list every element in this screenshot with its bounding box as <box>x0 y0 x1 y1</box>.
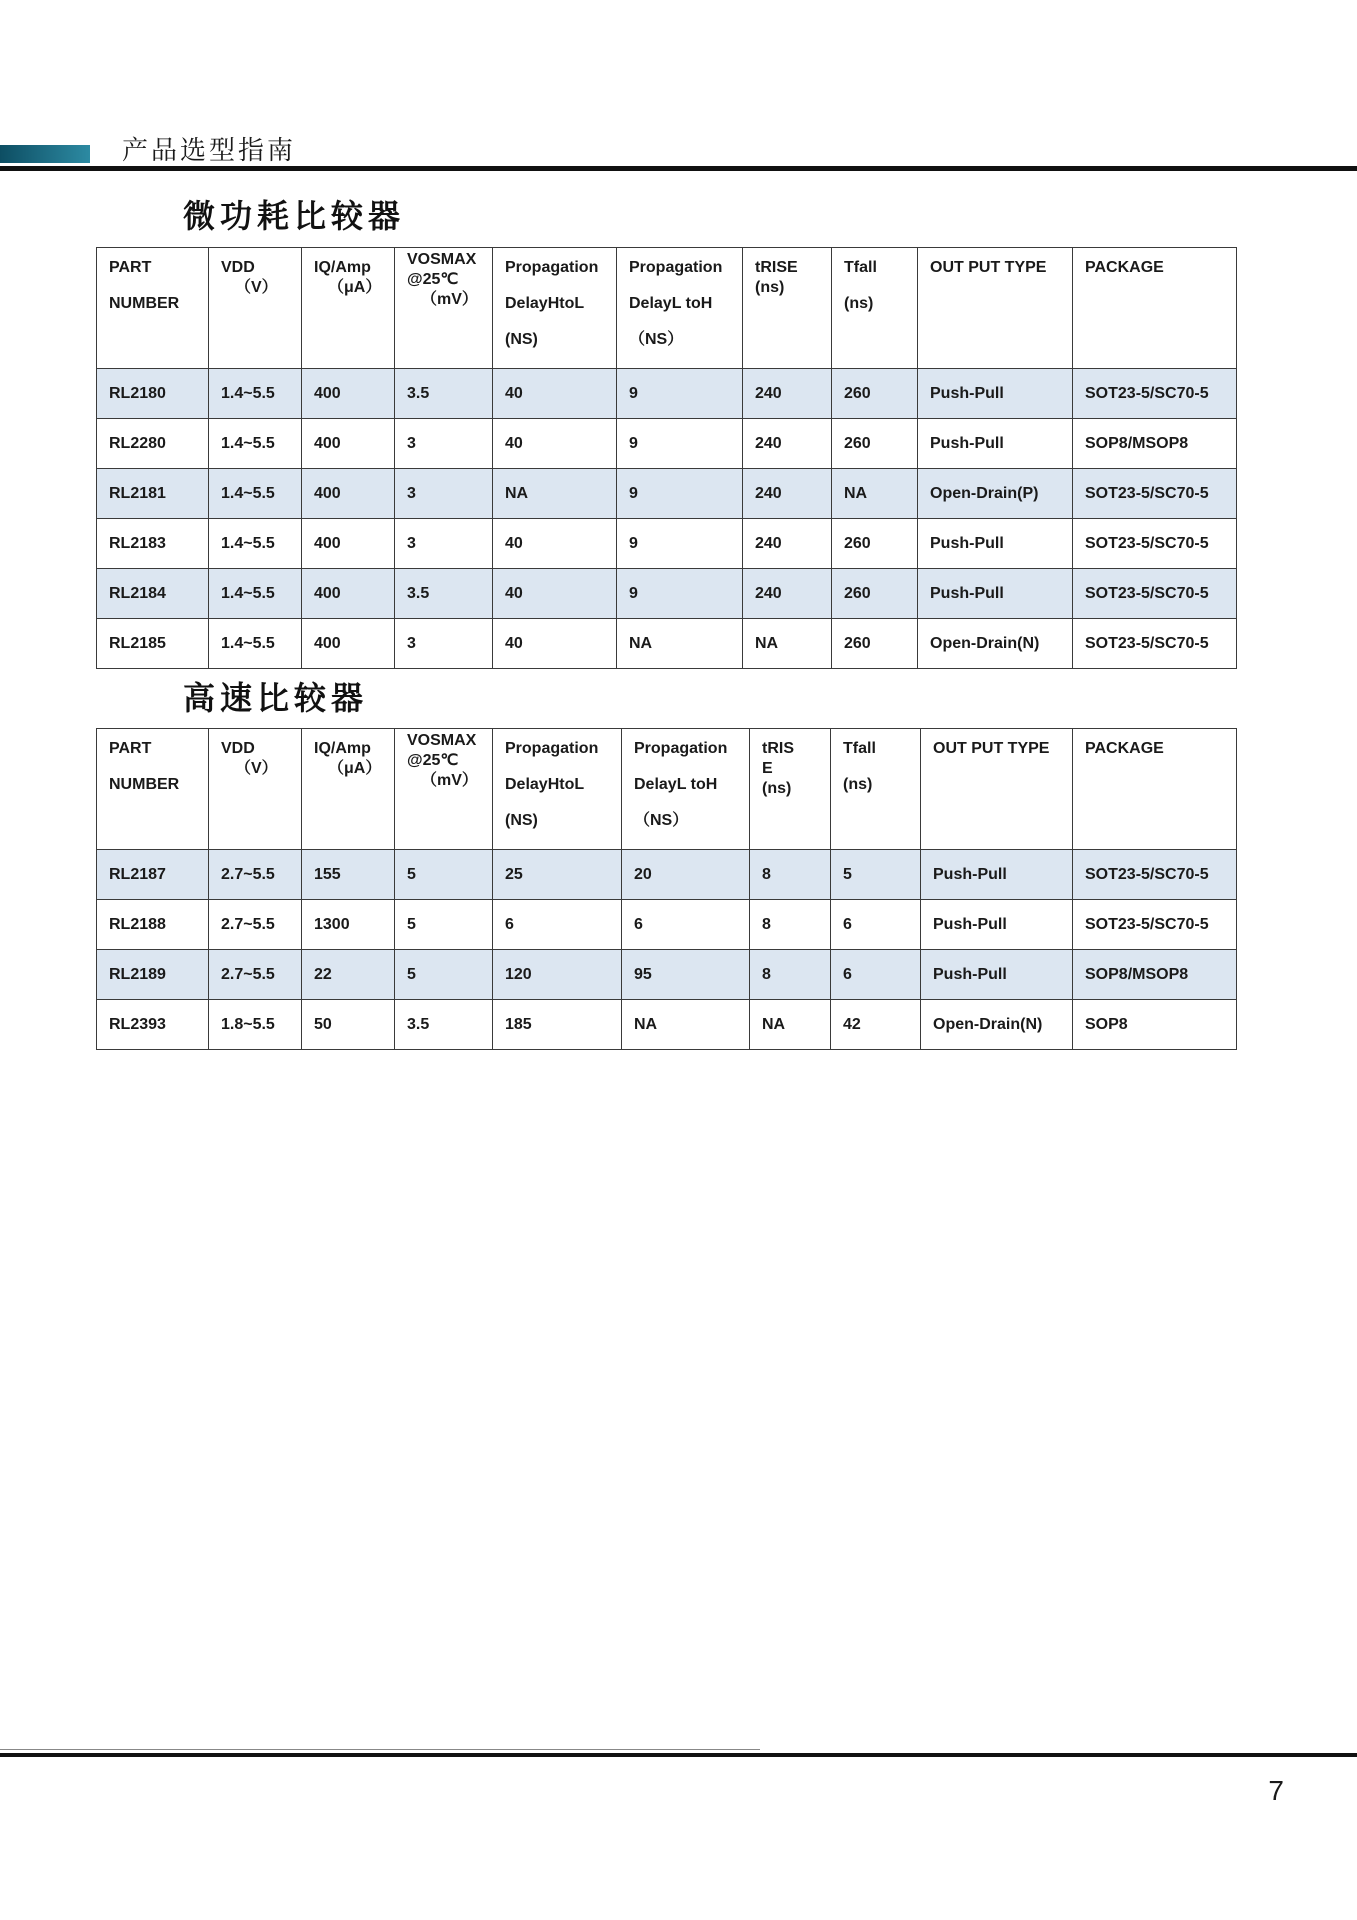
tfall-cell: 260 <box>832 569 918 619</box>
output-type-cell: Push-Pull <box>918 569 1073 619</box>
delay-ltoh-cell: 95 <box>622 950 750 1000</box>
part-number-cell: RL2183 <box>97 519 209 569</box>
header-rule <box>0 166 1357 171</box>
table-row <box>97 850 1237 900</box>
footer-rule <box>0 1753 1357 1757</box>
col-header-trise: tRISE (ns) <box>743 248 832 369</box>
table-row <box>97 469 1237 519</box>
vdd-cell: 1.8~5.5 <box>209 1000 302 1050</box>
col-header-vosmax: VOSMAX @25℃ （mV） <box>395 248 493 369</box>
delay-htol-cell: 40 <box>493 569 617 619</box>
vosmax-cell: 3.5 <box>395 1000 493 1050</box>
table-header-row <box>97 729 1237 850</box>
delay-ltoh-cell: NA <box>622 1000 750 1050</box>
part-number-cell: RL2184 <box>97 569 209 619</box>
vosmax-cell: 3 <box>395 619 493 669</box>
trise-cell: 240 <box>743 569 832 619</box>
delay-htol-cell: 40 <box>493 619 617 669</box>
tfall-cell: 42 <box>831 1000 921 1050</box>
iq-cell: 155 <box>302 850 395 900</box>
table-row <box>97 950 1237 1000</box>
delay-ltoh-cell: 9 <box>617 569 743 619</box>
output-type-cell: Push-Pull <box>918 419 1073 469</box>
part-number-cell: RL2187 <box>97 850 209 900</box>
iq-cell: 400 <box>302 369 395 419</box>
delay-ltoh-cell: 9 <box>617 419 743 469</box>
tfall-cell: 260 <box>832 419 918 469</box>
tfall-cell: 260 <box>832 619 918 669</box>
header-accent-bar <box>0 145 90 163</box>
tfall-cell: 5 <box>831 850 921 900</box>
col-header-tfall: Tfall (ns) <box>831 729 921 850</box>
col-header-trise: tRIS E (ns) <box>750 729 831 850</box>
footer-thin-rule <box>0 1749 760 1750</box>
output-type-cell: Push-Pull <box>918 369 1073 419</box>
package-cell: SOP8/MSOP8 <box>1073 950 1237 1000</box>
vosmax-cell: 3 <box>395 419 493 469</box>
col-header-delay-htol: Propagation DelayHtoL (NS) <box>493 248 617 369</box>
vosmax-cell: 3.5 <box>395 569 493 619</box>
col-header-delay-ltoh: Propagation DelayL toH （NS） <box>617 248 743 369</box>
trise-cell: 240 <box>743 469 832 519</box>
col-header-part-number: PART NUMBER <box>97 248 209 369</box>
high-speed-comparator-table <box>96 728 1237 1050</box>
trise-cell: NA <box>750 1000 831 1050</box>
col-header-package: PACKAGE <box>1073 248 1237 369</box>
col-header-vosmax: VOSMAX @25℃ （mV） <box>395 729 493 850</box>
iq-cell: 400 <box>302 419 395 469</box>
vdd-cell: 1.4~5.5 <box>209 619 302 669</box>
output-type-cell: Push-Pull <box>921 900 1073 950</box>
output-type-cell: Push-Pull <box>918 519 1073 569</box>
header-title: 产品选型指南 <box>122 136 297 166</box>
package-cell: SOP8/MSOP8 <box>1073 419 1237 469</box>
output-type-cell: Push-Pull <box>921 950 1073 1000</box>
delay-htol-cell: 25 <box>493 850 622 900</box>
vosmax-cell: 3 <box>395 519 493 569</box>
delay-ltoh-cell: NA <box>617 619 743 669</box>
low-power-comparator-table <box>96 247 1237 669</box>
delay-htol-cell: 40 <box>493 369 617 419</box>
delay-ltoh-cell: 9 <box>617 369 743 419</box>
col-header-output-type: OUT PUT TYPE <box>918 248 1073 369</box>
package-cell: SOT23-5/SC70-5 <box>1073 619 1237 669</box>
iq-cell: 50 <box>302 1000 395 1050</box>
table-row <box>97 900 1237 950</box>
delay-htol-cell: 185 <box>493 1000 622 1050</box>
vdd-cell: 2.7~5.5 <box>209 900 302 950</box>
delay-ltoh-cell: 9 <box>617 519 743 569</box>
part-number-cell: RL2188 <box>97 900 209 950</box>
output-type-cell: Open-Drain(N) <box>921 1000 1073 1050</box>
package-cell: SOT23-5/SC70-5 <box>1073 369 1237 419</box>
output-type-cell: Open-Drain(N) <box>918 619 1073 669</box>
table-row <box>97 519 1237 569</box>
vosmax-cell: 5 <box>395 900 493 950</box>
col-header-iq: IQ/Amp （μA） <box>302 248 395 369</box>
package-cell: SOP8 <box>1073 1000 1237 1050</box>
tfall-cell: 6 <box>831 900 921 950</box>
col-header-package: PACKAGE <box>1073 729 1237 850</box>
table-row <box>97 1000 1237 1050</box>
part-number-cell: RL2280 <box>97 419 209 469</box>
output-type-cell: Open-Drain(P) <box>918 469 1073 519</box>
table-row <box>97 369 1237 419</box>
package-cell: SOT23-5/SC70-5 <box>1073 519 1237 569</box>
trise-cell: 8 <box>750 850 831 900</box>
part-number-cell: RL2180 <box>97 369 209 419</box>
iq-cell: 400 <box>302 519 395 569</box>
vdd-cell: 2.7~5.5 <box>209 950 302 1000</box>
delay-htol-cell: 6 <box>493 900 622 950</box>
vosmax-cell: 5 <box>395 850 493 900</box>
vdd-cell: 1.4~5.5 <box>209 469 302 519</box>
col-header-tfall: Tfall (ns) <box>832 248 918 369</box>
vdd-cell: 2.7~5.5 <box>209 850 302 900</box>
trise-cell: 8 <box>750 950 831 1000</box>
tfall-cell: NA <box>832 469 918 519</box>
package-cell: SOT23-5/SC70-5 <box>1073 469 1237 519</box>
table-body <box>97 850 1237 1050</box>
part-number-cell: RL2393 <box>97 1000 209 1050</box>
trise-cell: 240 <box>743 419 832 469</box>
delay-ltoh-cell: 20 <box>622 850 750 900</box>
delay-htol-cell: 40 <box>493 419 617 469</box>
vosmax-cell: 3 <box>395 469 493 519</box>
vosmax-cell: 3.5 <box>395 369 493 419</box>
part-number-cell: RL2181 <box>97 469 209 519</box>
col-header-delay-ltoh: Propagation DelayL toH （NS） <box>622 729 750 850</box>
tfall-cell: 260 <box>832 369 918 419</box>
col-header-vdd: VDD （V） <box>209 729 302 850</box>
package-cell: SOT23-5/SC70-5 <box>1073 569 1237 619</box>
iq-cell: 400 <box>302 469 395 519</box>
col-header-iq: IQ/Amp （μA） <box>302 729 395 850</box>
col-header-delay-htol: Propagation DelayHtoL (NS) <box>493 729 622 850</box>
section-title-low-power: 微功耗比较器 <box>183 197 406 235</box>
trise-cell: 240 <box>743 519 832 569</box>
table-row <box>97 419 1237 469</box>
vdd-cell: 1.4~5.5 <box>209 419 302 469</box>
vosmax-cell: 5 <box>395 950 493 1000</box>
table-row <box>97 619 1237 669</box>
delay-ltoh-cell: 9 <box>617 469 743 519</box>
iq-cell: 400 <box>302 619 395 669</box>
delay-htol-cell: 120 <box>493 950 622 1000</box>
package-cell: SOT23-5/SC70-5 <box>1073 900 1237 950</box>
iq-cell: 400 <box>302 569 395 619</box>
delay-htol-cell: NA <box>493 469 617 519</box>
iq-cell: 1300 <box>302 900 395 950</box>
package-cell: SOT23-5/SC70-5 <box>1073 850 1237 900</box>
iq-cell: 22 <box>302 950 395 1000</box>
col-header-part-number: PART NUMBER <box>97 729 209 850</box>
vdd-cell: 1.4~5.5 <box>209 569 302 619</box>
part-number-cell: RL2185 <box>97 619 209 669</box>
part-number-cell: RL2189 <box>97 950 209 1000</box>
vdd-cell: 1.4~5.5 <box>209 519 302 569</box>
table-body <box>97 369 1237 669</box>
table-header-row <box>97 248 1237 369</box>
section-title-high-speed: 高速比较器 <box>183 679 369 717</box>
table-row <box>97 569 1237 619</box>
tfall-cell: 260 <box>832 519 918 569</box>
tfall-cell: 6 <box>831 950 921 1000</box>
output-type-cell: Push-Pull <box>921 850 1073 900</box>
delay-htol-cell: 40 <box>493 519 617 569</box>
trise-cell: NA <box>743 619 832 669</box>
delay-ltoh-cell: 6 <box>622 900 750 950</box>
col-header-output-type: OUT PUT TYPE <box>921 729 1073 850</box>
page-number: 7 <box>1268 1775 1284 1806</box>
vdd-cell: 1.4~5.5 <box>209 369 302 419</box>
trise-cell: 240 <box>743 369 832 419</box>
trise-cell: 8 <box>750 900 831 950</box>
col-header-vdd: VDD （V） <box>209 248 302 369</box>
